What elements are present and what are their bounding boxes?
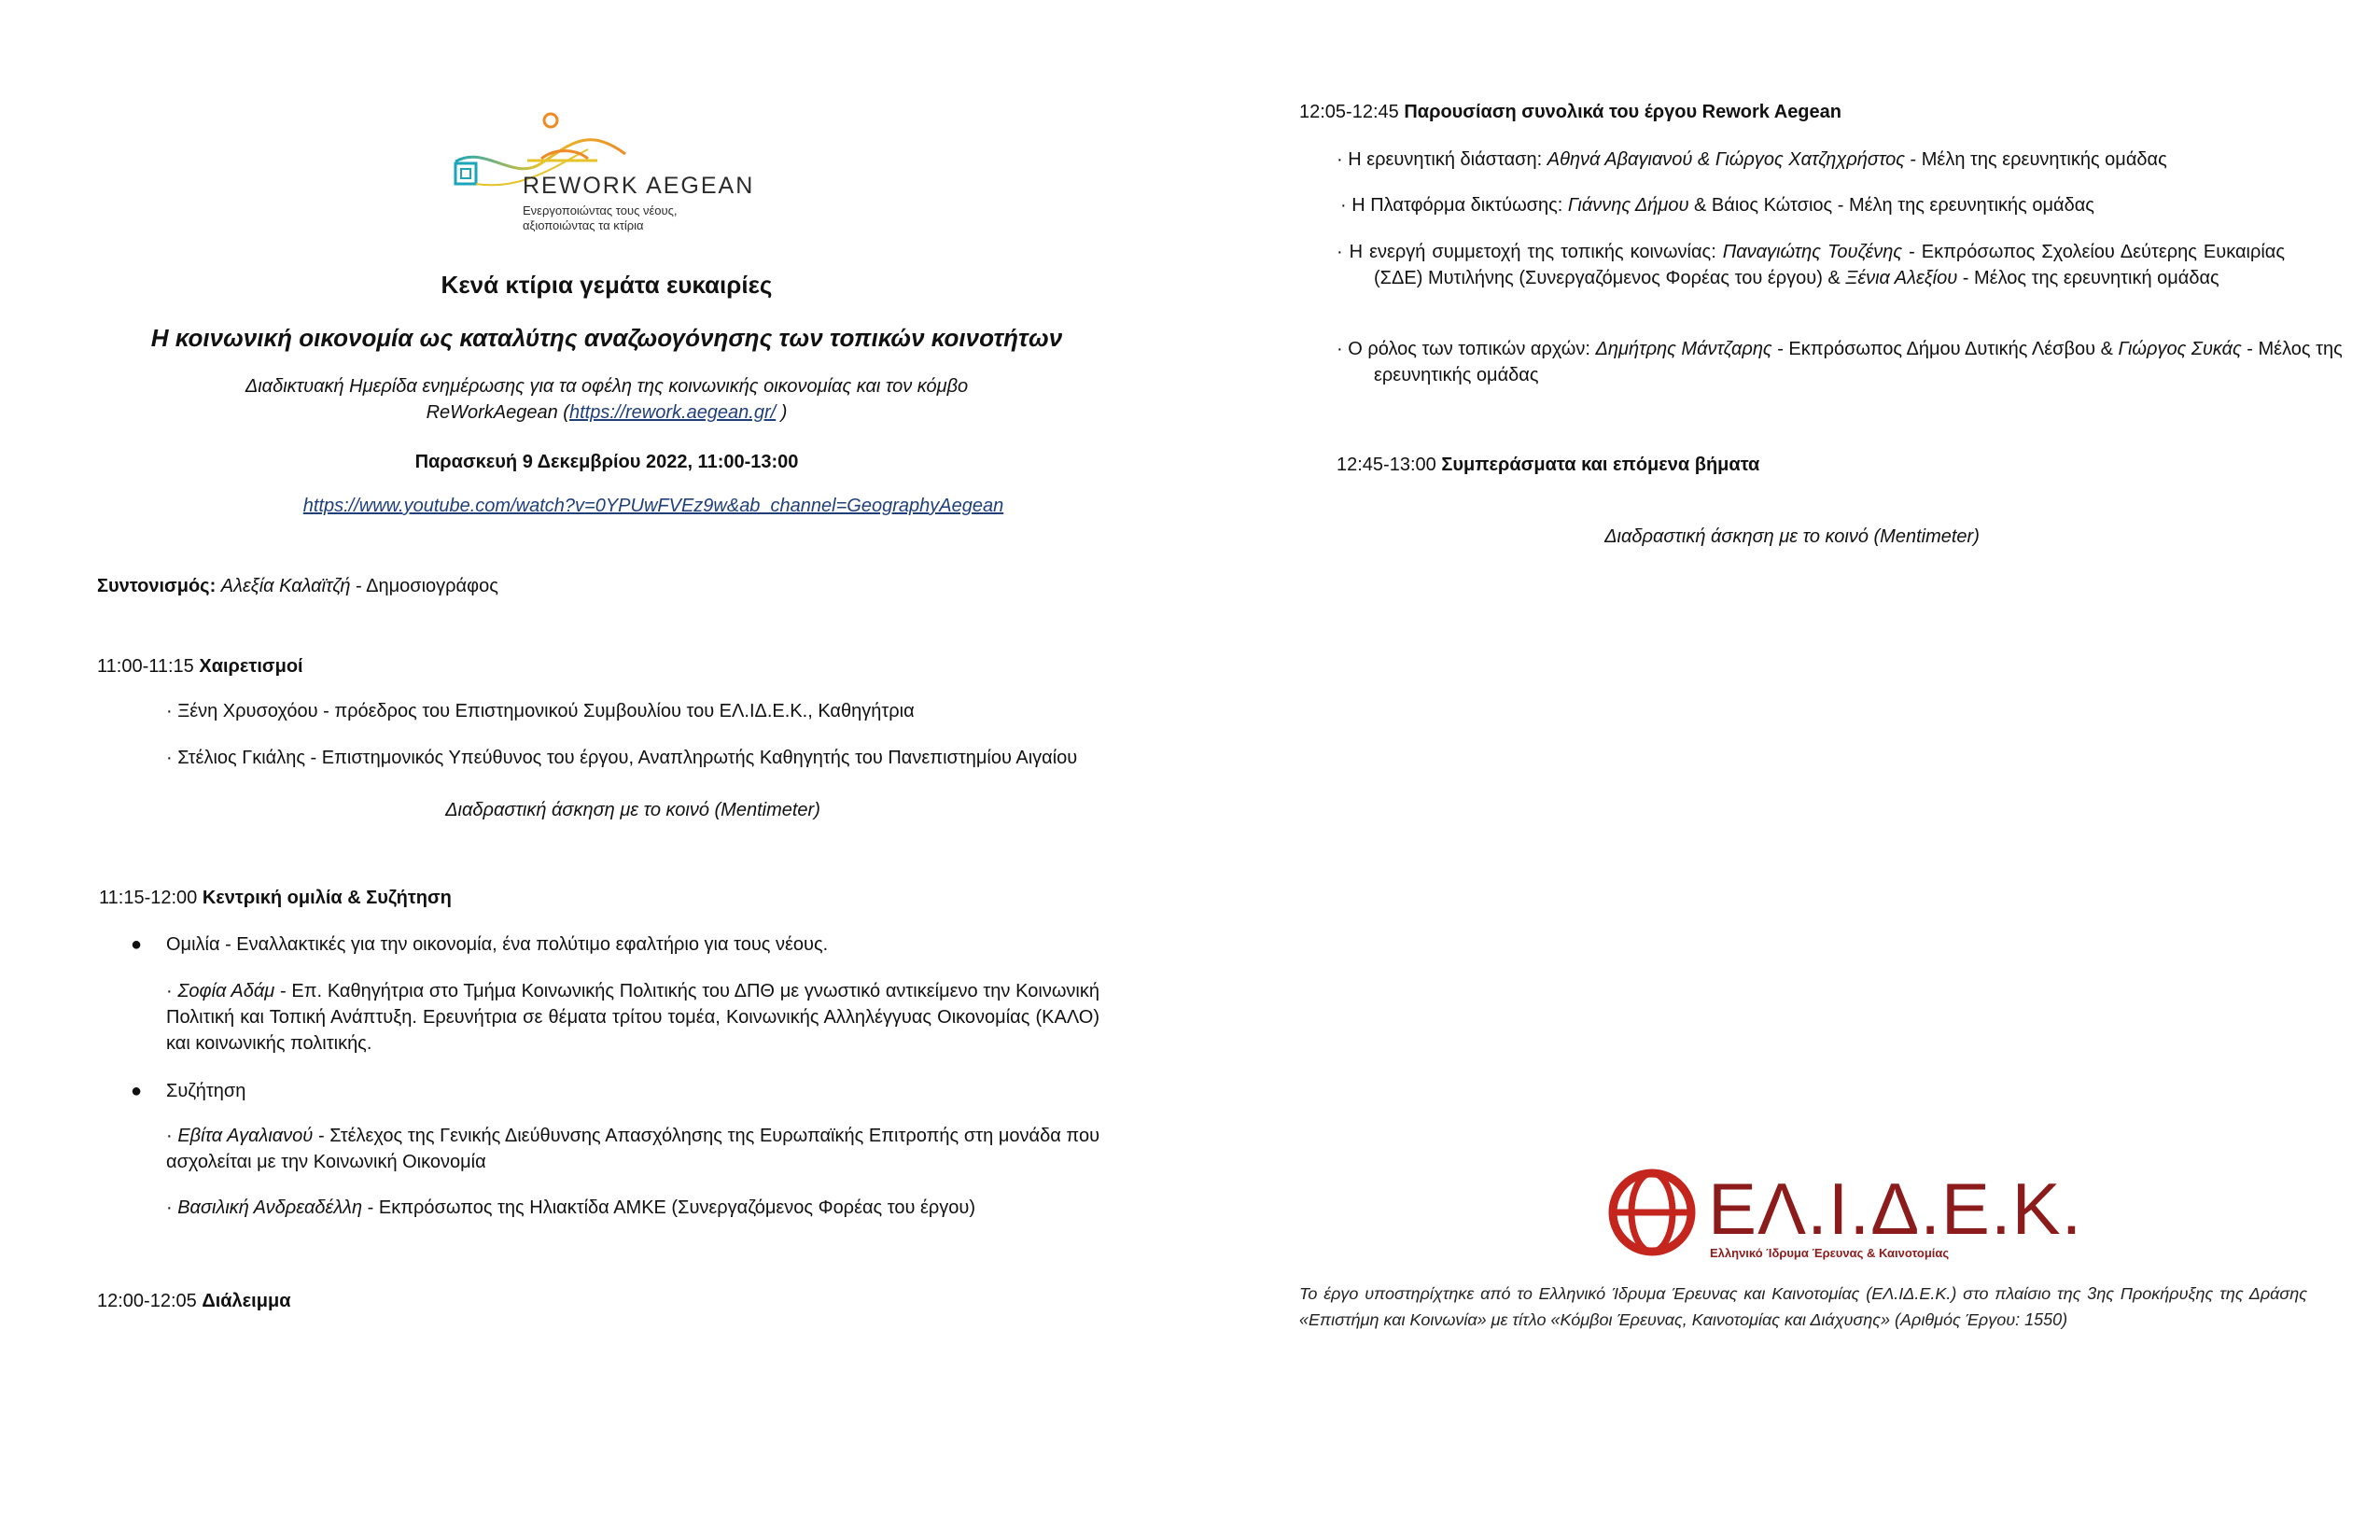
rework-tagline: Ενεργοποιώντας τους νέους, αξιοποιώντας τα κτίρια — [523, 203, 678, 232]
moderation-line: Συντονισμός: Αλεξία Καλαϊτζή - Δημοσιογράφος — [97, 576, 498, 596]
session-break-heading: 12:00-12:05 Διάλειμμα — [97, 1291, 291, 1311]
elidek-tagline: Ελληνικό Ίδρυμα Έρευνας & Καινοτομίας — [1710, 1246, 1950, 1260]
speaker-andreadelli: · Βασιλική Ανδρεαδέλλη - Εκπρόσωπος της Ηλιακτίδα ΑΜΚΕ (Συνεργαζόμενος Φορέας του έργου) — [166, 1197, 975, 1218]
session-presentation-heading: 12:05-12:45 Παρουσίαση συνολικά του έργου Rework Aegean — [1299, 102, 1841, 122]
bullet-talk: ● Ομιλία - Εναλλακτικές για την οικονομία, ένα πολύτιμο εφαλτήριο για τους νέους. — [131, 934, 829, 955]
session-conclusions-heading: 12:45-13:00 Συμπεράσματα και επόμενα βήματα — [1337, 455, 1760, 475]
event-description: Διαδικτυακή Ημερίδα ενημέρωσης για τα οφέλη της κοινωνικής οικονομίας και τον κόμβο ReWorkAegean (https://rework.aegean.gr/ ) — [245, 376, 969, 423]
item-platform: · Η Πλατφόρμα δικτύωσης: Γιάννης Δήμου & Βάιος Κώτσιος - Μέλη της ερευνητικής ομάδας — [1340, 195, 2094, 216]
speaker-gkialis: · Στέλιος Γκιάλης - Επιστημονικός Υπεύθυνος του έργου, Αναπληρωτής Καθηγητής του Πανεπιστημίου Αιγαίου — [166, 748, 1078, 768]
session-keynote-heading: 11:15-12:00 Κεντρική ομιλία & Συζήτηση — [99, 888, 452, 908]
event-title: Κενά κτίρια γεμάτα ευκαιρίες — [441, 271, 773, 299]
rework-brand-text: REWORK AEGEAN — [523, 173, 755, 199]
mentimeter-note-1: Διαδραστική άσκηση με το κοινό (Mentimeter) — [445, 800, 820, 820]
elidek-emblem-icon — [1605, 1166, 1703, 1264]
youtube-link[interactable]: https://www.youtube.com/watch?v=0YPUwFVEz9w&ab_channel=GeographyAegean — [302, 496, 1004, 516]
mentimeter-note-2: Διαδραστική άσκηση με το κοινό (Mentimeter) — [1604, 526, 1980, 547]
bullet-discussion: ● Συζήτηση — [131, 1081, 246, 1101]
speaker-chrysochoou: · Ξένη Χρυσοχόου - πρόεδρος του Επιστημονικού Συμβουλίου του ΕΛ.ΙΔ.Ε.Κ., Καθηγήτρια — [166, 701, 915, 721]
elidek-brand-text: ΕΛ.Ι.Δ.Ε.Κ. — [1708, 1168, 2083, 1250]
session-welcome-heading: 11:00-11:15 Χαιρετισμοί — [97, 656, 303, 677]
item-local-authorities: · Ο ρόλος των τοπικών αρχών: Δημήτρης Μάντζαρης - Εκπρόσωπος Δήμου Δυτικής Λέσβου & Γιώργος Συκάς - Μέλος της ερευνητικής ομάδας — [1337, 339, 2343, 385]
event-subtitle: Η κοινωνική οικονομία ως καταλύτης αναζωογόνησης των τοπικών κοινοτήτων — [150, 324, 1063, 352]
event-date: Παρασκευή 9 Δεκεμβρίου 2022, 11:00-13:00 — [414, 452, 799, 472]
speaker-agalianou: · Εβίτα Αγαλιανού - Στέλεχος της Γενικής Διεύθυνσης Απασχόλησης της Ευρωπαϊκής Επιτροπής στη μονάδα που ασχολείται με την Κοινωνική Οικονομία — [166, 1126, 1100, 1172]
rework-site-link[interactable]: https://rework.aegean.gr/ — [568, 402, 777, 423]
rework-aegean-logo — [448, 107, 756, 238]
speaker-adam: · Σοφία Αδάμ - Επ. Καθηγήτρια στο Τμήμα Κοινωνικής Πολιτικής του ΔΠΘ με γνωστικό αντικείμενο την Κοινωνική Πολιτική και Τοπική Ανάπτυξη. Ερευνήτρια σε θέματα τρίτου τομέα, Κοινωνικής Αλληλέγγυας Οικονομίας (ΚΑΛΟ) και κοινωνικής πολιτικής. — [166, 981, 1099, 1054]
item-research: · Η ερευνητική διάσταση: Αθηνά Αβαγιανού & Γιώργος Χατζηχρήστος - Μέλη της ερευνητικής ομάδας — [1337, 149, 2167, 170]
funding-footer: Το έργο υποστηρίχτηκε από το Ελληνικό Ίδρυμα Έρευνας και Καινοτομίας (ΕΛ.ΙΔ.Ε.Κ.) στο πλαίσιο της 3ης Προκήρυξης της Δράσης «Επιστήμη και Κοινωνία» με τίτλο «Κόμβοι Έρευνας, Καινοτομίας και Διάχυσης» (Αριθμός Έργου: 1550) — [1299, 1284, 2307, 1329]
elidek-logo — [1605, 1162, 2083, 1269]
item-community: · Η ενεργή συμμετοχή της τοπικής κοινωνίας: Παναγιώτης Τουζένης - Εκπρόσωπος Σχολείου Δεύτερης Ευκαιρίας (ΣΔΕ) Μυτιλήνης (Συνεργαζόμενος Φορέας του έργου) & Ξένια Αλεξίου - Μέλος της ερευνητική ομάδας — [1337, 242, 2285, 288]
